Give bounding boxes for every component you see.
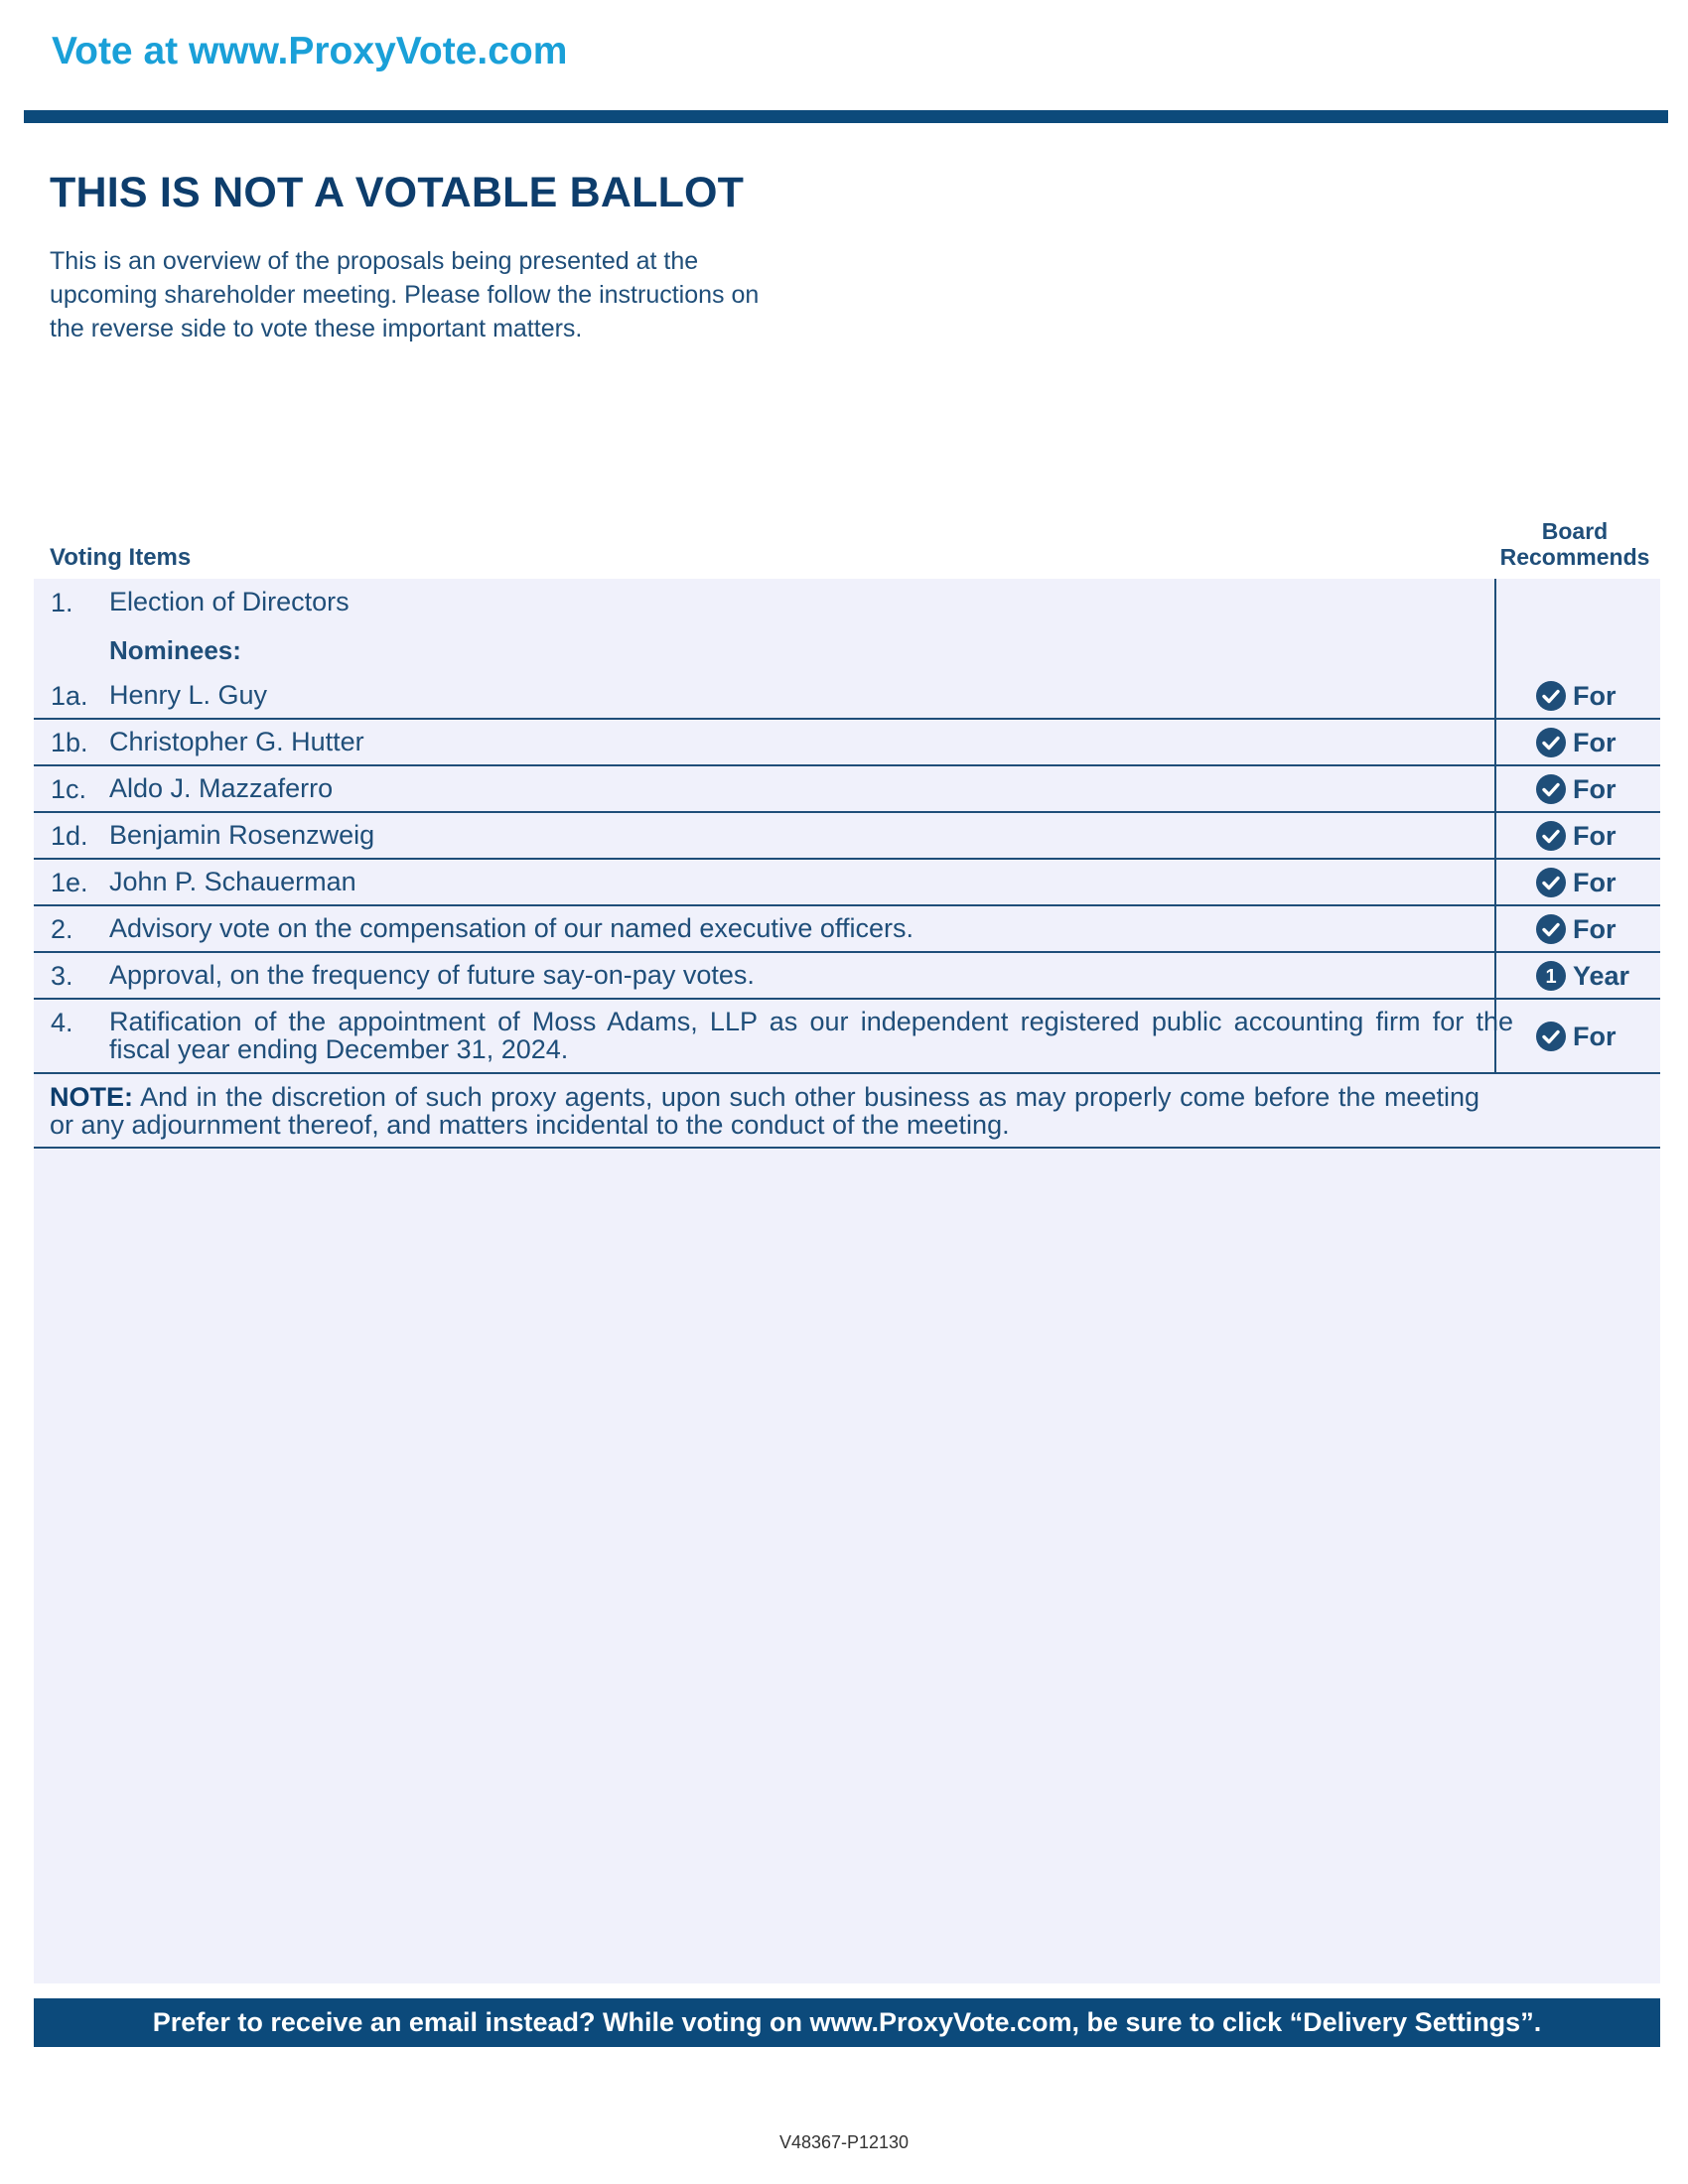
document-code: V48367-P12130	[778, 2132, 910, 2152]
checkmark-circle-icon	[1535, 913, 1567, 945]
recommendation-label: For	[1573, 727, 1617, 757]
row-divider	[34, 764, 1660, 766]
row-divider	[34, 904, 1660, 906]
recommendation-label: For	[1573, 1021, 1617, 1051]
intro-line: the reverse side to vote these important matters.	[50, 315, 583, 342]
recommendation-for	[1535, 773, 1617, 805]
header-rule	[24, 110, 1668, 123]
row-divider	[34, 1072, 1660, 1074]
intro-text	[50, 244, 844, 345]
recommendation-label: For	[1573, 680, 1617, 711]
recommendation-label: For	[1573, 867, 1617, 897]
checkmark-circle-icon	[1535, 820, 1567, 852]
recommendation-for	[1535, 727, 1617, 758]
item-number: 1c.	[51, 774, 87, 804]
note-body: And in the discretion of such proxy agents, upon such other business as may properly come before the meeting or any adjournment thereof, and matters incidental to the conduct of the meeting.	[50, 1082, 1479, 1140]
recommendation-label: For	[1573, 820, 1617, 851]
proposal-text: Approval, on the frequency of future say-on-pay votes.	[109, 960, 755, 990]
column-header-voting-items: Voting Items	[50, 544, 192, 571]
recommendation-for	[1535, 913, 1617, 945]
recommendation-for	[1535, 867, 1617, 898]
recommendation-label: For	[1573, 913, 1617, 944]
recommendation-one-year	[1535, 960, 1629, 992]
delivery-settings-message: Prefer to receive an email instead? While voting on www.ProxyVote.com, be sure to click “Delivery Settings”.	[152, 2007, 1542, 2037]
recommendation-label: For	[1573, 773, 1617, 804]
nominee-name: Benjamin Rosenzweig	[109, 820, 375, 850]
row-divider	[34, 718, 1660, 720]
item-number: 1.	[51, 588, 73, 617]
proxyvote-url-heading: Vote at www.ProxyVote.com	[52, 30, 568, 72]
recommends-label: Recommends	[1499, 544, 1650, 570]
item-number: 1a.	[51, 681, 88, 711]
row-divider	[34, 951, 1660, 953]
year-badge-number: 1	[1545, 966, 1557, 988]
row-divider	[34, 998, 1660, 1000]
proposal-text-line1: Ratification of the appointment of Moss Adams, LLP as our independent registered public accounting firm for the	[109, 1007, 1513, 1036]
note-text	[50, 1083, 1479, 1139]
nominee-name: Aldo J. Mazzaferro	[109, 773, 334, 803]
intro-line: This is an overview of the proposals being presented at the	[50, 247, 699, 275]
item-number: 2.	[51, 914, 73, 944]
nominee-name: John P. Schauerman	[109, 867, 356, 896]
page-title: THIS IS NOT A VOTABLE BALLOT	[50, 169, 745, 216]
item-number: 1b.	[51, 728, 88, 757]
checkmark-circle-icon	[1535, 867, 1567, 898]
nominees-label: Nominees:	[109, 635, 241, 665]
checkmark-circle-icon	[1535, 680, 1567, 712]
note-label: NOTE:	[50, 1082, 133, 1112]
board-label: Board	[1541, 518, 1609, 544]
recommendation-label: Year	[1573, 960, 1630, 991]
nominee-name: Christopher G. Hutter	[109, 727, 364, 756]
recommendation-for	[1535, 820, 1617, 852]
row-divider	[34, 811, 1660, 813]
item-number: 3.	[51, 961, 73, 991]
nominee-name: Henry L. Guy	[109, 680, 268, 710]
column-header-board-recommends	[1491, 518, 1658, 570]
item-number: 1d.	[51, 821, 88, 851]
proposal-text-line2: fiscal year ending December 31, 2024.	[109, 1034, 569, 1064]
checkmark-circle-icon	[1535, 1021, 1567, 1052]
item-number: 4.	[51, 1008, 73, 1037]
recommendation-for	[1535, 1021, 1617, 1052]
item-number: 1e.	[51, 868, 88, 897]
item-text: Election of Directors	[109, 587, 350, 616]
checkmark-circle-icon	[1535, 773, 1567, 805]
number-one-circle-icon	[1535, 960, 1567, 992]
intro-line: upcoming shareholder meeting. Please follow the instructions on	[50, 281, 760, 309]
proposal-text: Advisory vote on the compensation of our named executive officers.	[109, 913, 914, 943]
checkmark-circle-icon	[1535, 727, 1567, 758]
delivery-settings-banner	[34, 1998, 1660, 2047]
note-divider	[34, 1147, 1660, 1149]
recommendation-for	[1535, 680, 1617, 712]
row-divider	[34, 858, 1660, 860]
